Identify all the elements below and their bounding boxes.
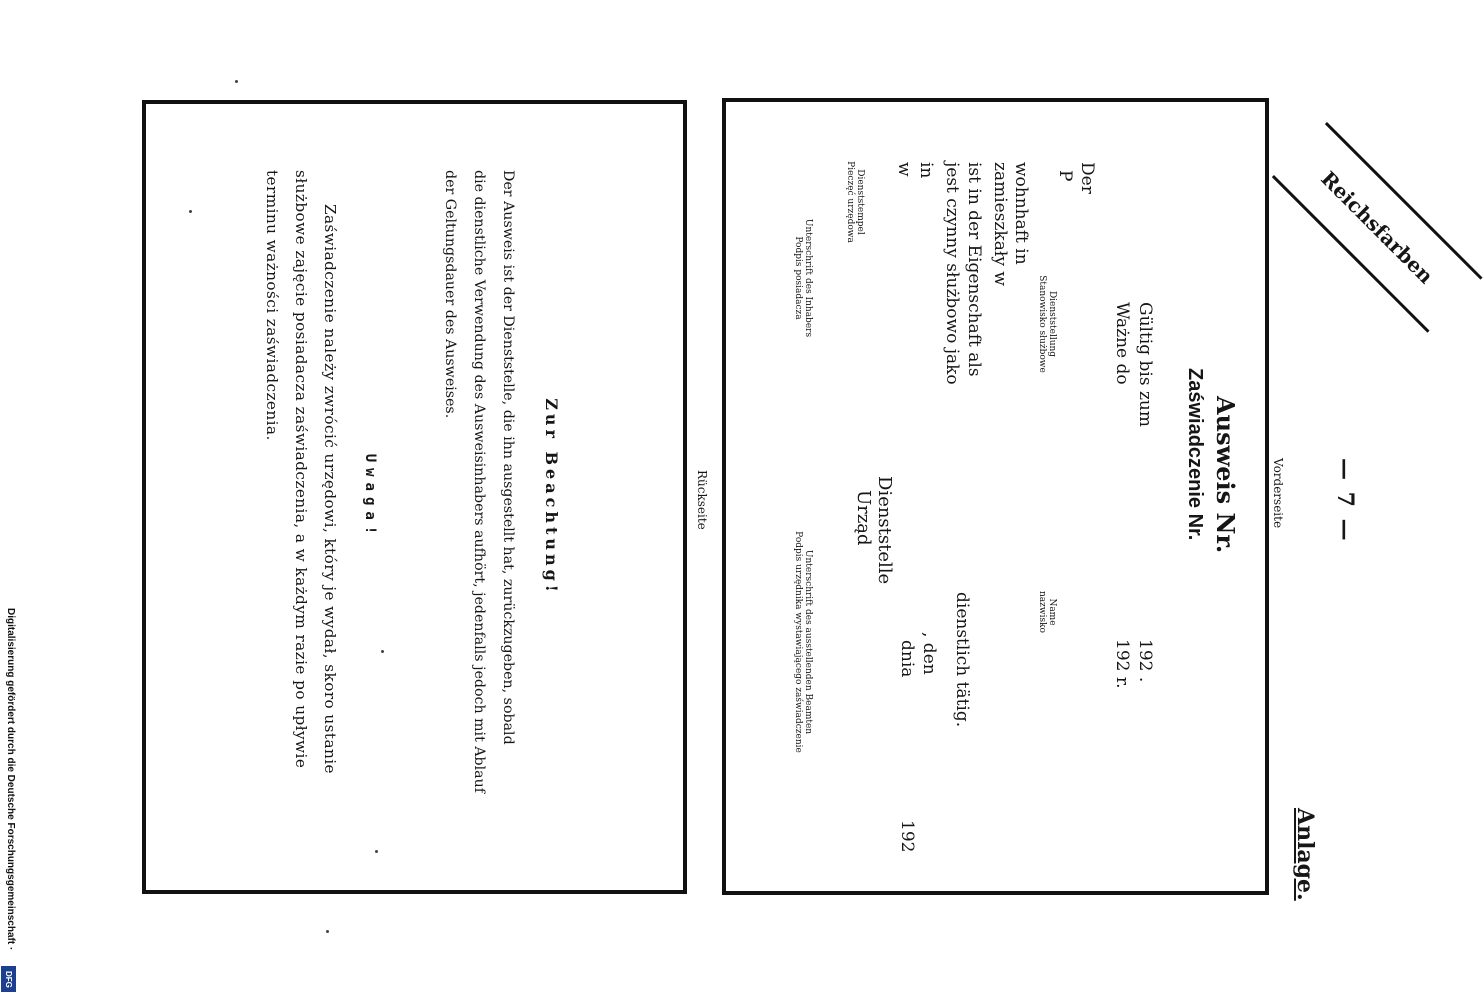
holder-sig-caption bbox=[792, 198, 813, 358]
scan-speck bbox=[375, 850, 378, 853]
dfg-logo: DFG bbox=[1, 966, 16, 992]
der-label: Der bbox=[1077, 162, 1097, 194]
name-de: Name bbox=[1047, 598, 1057, 626]
stamp-caption bbox=[844, 152, 865, 252]
capacity-de: ist in der Eigenschaft als bbox=[964, 162, 984, 377]
front-side-label: Vorderseite bbox=[1271, 458, 1285, 529]
name-caption bbox=[1036, 582, 1057, 642]
scan-speck bbox=[189, 210, 192, 213]
position-pl: Stanowisko służbowe bbox=[1036, 275, 1047, 373]
holder-sig-de: Unterschrift des Inhabers bbox=[803, 218, 813, 338]
wohnhaft-de: wohnhaft in bbox=[1011, 162, 1031, 265]
official-sig-de: Unterschrift des ausstellenden Beamten bbox=[803, 549, 813, 735]
date-de: , den bbox=[919, 632, 939, 675]
wohnhaft-pl: zamieszkały w bbox=[990, 162, 1010, 286]
stamp-pl: Pieczęć urzędowa bbox=[844, 161, 855, 243]
credit-strip bbox=[0, 600, 18, 1000]
reichsfarben-band bbox=[1272, 122, 1483, 333]
back-side-label: Rückseite bbox=[695, 470, 709, 530]
credit-text: Digitalisierung gefördert durch die Deutsche Forschungsgemeinschaft · bbox=[5, 608, 16, 951]
para-pl-3: terminu ważności zaświadczenia. bbox=[263, 170, 281, 441]
para-de-2: die dienstliche Verwendung des Ausweisinhabers aufhört, jedenfalls jedoch mit Ablauf bbox=[471, 170, 487, 794]
capacity-pl: jest czynny służbowo jako bbox=[942, 162, 962, 385]
anlage-label: Anlage. bbox=[1292, 808, 1318, 901]
scan-speck bbox=[235, 80, 238, 83]
valid-pl: Ważne do bbox=[1112, 302, 1132, 385]
year-pl: 192 r. bbox=[1112, 639, 1132, 689]
band-label: Reichsfarben bbox=[1316, 166, 1439, 289]
office-de: Dienststelle bbox=[874, 476, 895, 585]
holder-sig-pl: Podpis posiadacza bbox=[792, 236, 803, 320]
para-pl-1: Zaświadczenie należy zwrócić urzędowi, który je wydał, skoro ustanie bbox=[321, 204, 339, 774]
year-de: 192 . bbox=[1135, 639, 1155, 683]
title-de: Ausweis Nr. bbox=[1211, 396, 1240, 554]
page-number: — 7 — bbox=[1332, 458, 1358, 543]
date-pl: dnia bbox=[897, 640, 917, 678]
official-sig-pl: Podpis urzędnika wystawiającego zaświadczenie bbox=[792, 531, 803, 753]
in-de: in bbox=[916, 162, 936, 179]
para-pl-2: służbowe zajęcie posiadacza zaświadczenia, a w każdym razie po upływie bbox=[292, 170, 310, 769]
in-pl: w bbox=[894, 162, 914, 177]
office-pl: Urząd bbox=[853, 490, 874, 546]
scan-speck bbox=[326, 930, 329, 933]
para-de-3: der Geltungsdauer des Ausweises. bbox=[442, 170, 458, 419]
position-de: Dienststellung bbox=[1047, 290, 1057, 358]
stamp-de: Dienststempel bbox=[855, 169, 865, 235]
p-label: P bbox=[1055, 170, 1075, 182]
active-de: dienstlich tätig. bbox=[952, 592, 972, 728]
year-date: 192 bbox=[897, 820, 917, 853]
heading-pl: Uwaga! bbox=[362, 453, 378, 541]
heading-de: Zur Beachtung! bbox=[542, 398, 561, 596]
back-card bbox=[142, 100, 687, 894]
title-pl: Zaświadczenie Nr. bbox=[1184, 368, 1206, 541]
valid-de: Gültig bis zum bbox=[1135, 302, 1155, 427]
scan-speck bbox=[381, 650, 384, 653]
official-sig-caption bbox=[792, 512, 813, 772]
para-de-1: Der Ausweis ist der Dienststelle, die ihn ausgestellt hat, zurückzugeben, sobald bbox=[500, 170, 516, 745]
name-pl: nazwisko bbox=[1036, 591, 1047, 633]
position-caption bbox=[1036, 274, 1057, 374]
